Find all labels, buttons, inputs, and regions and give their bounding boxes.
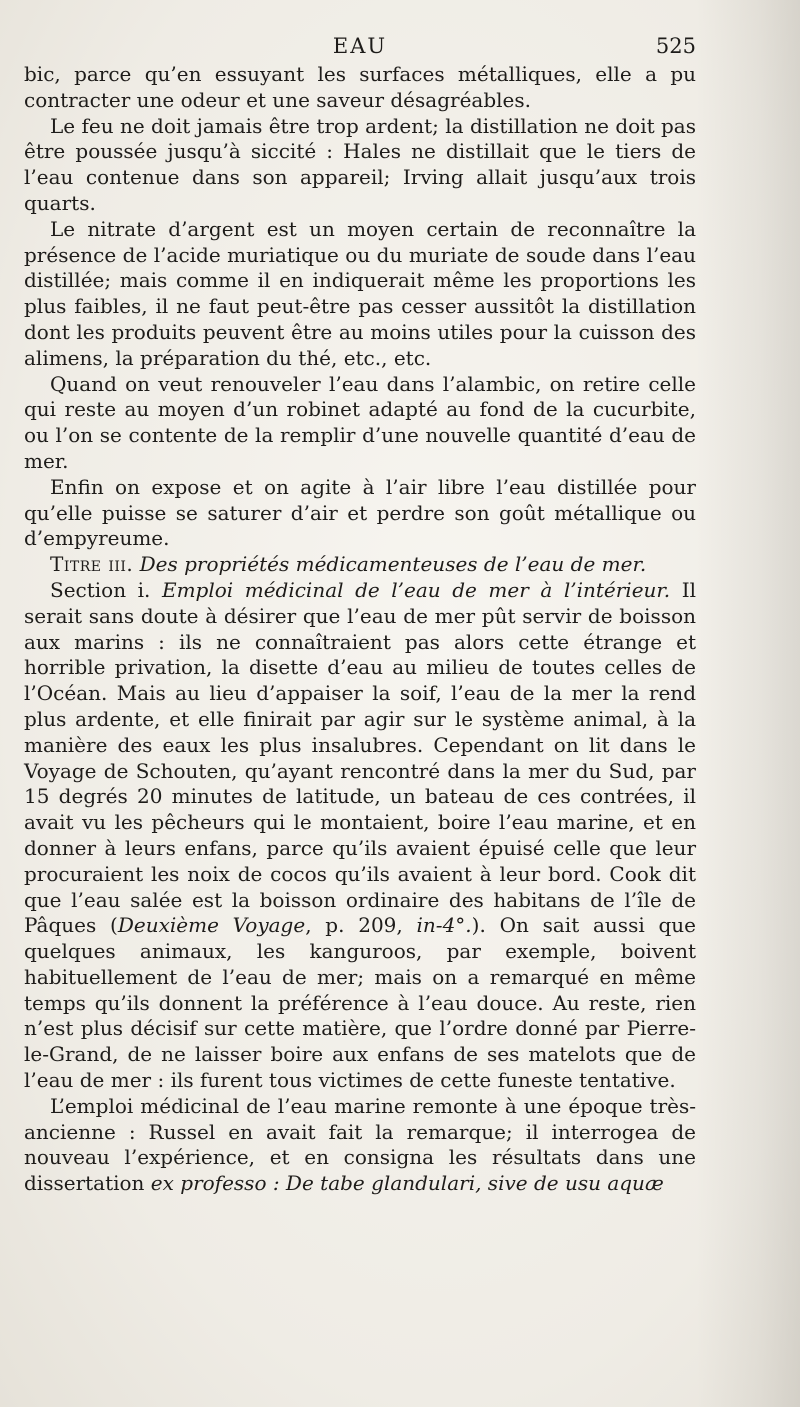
section-label: Section i.	[50, 577, 151, 602]
titre-label: Titre iii.	[50, 552, 134, 577]
reference-page: , p. 209,	[305, 913, 417, 938]
reference-title: Deuxième Voyage	[117, 913, 306, 938]
paragraph-medicinal-use	[24, 1094, 696, 1197]
page-header	[24, 34, 696, 64]
body-text	[24, 62, 696, 1197]
page-number: 525	[655, 34, 696, 58]
page-edge-shadow	[696, 0, 800, 1407]
dissertation-title: ex professo : De tabe glandulari, sive de usu aquæ	[150, 1171, 664, 1196]
paragraph-continuation: bic, parce qu’en essuyant les surfaces métalliques, elle a pu contracter une odeur et une saveur désagréables.	[24, 62, 696, 112]
section-text-b: ). On sait aussi que quelques animaux, les kanguroos, par exemple, boivent habituellement de l’eau de mer; mais on a remarqué en même temps qu’ils donnent la préférence à l’eau douce. Au reste, rien n’est plus décisif sur cette matière, que l’ordre donné par Pierre-le-Grand, de ne laisser boire aux enfans de ses matelots que de l’eau de mer : ils furent tous victimes de cette funeste tentative.	[24, 913, 697, 1093]
paragraph-renew-water: Quand on veut renouveler l’eau dans l’alambic, on retire celle qui reste au moyen d’un robinet adapté au fond de la cucurbite, ou l’on se contente de la remplir d’une nouvelle quantité d’eau de mer.	[24, 371, 696, 473]
titre-heading	[24, 552, 696, 578]
paragraph-silver-nitrate: Le nitrate d’argent est un moyen certain de reconnaître la présence de l’acide muriatique ou du muriate de soude dans l’eau distillée; mais comme il en indiquerait même les proportions les plus faibles, il ne faut peut-être pas cesser aussitôt la distillation dont les produits peuvent être au moins utiles pour la cuisson des alimens, la préparation du thé, etc., etc.	[24, 216, 696, 370]
running-head: EAU	[332, 34, 388, 58]
section-title: Emploi médicinal de l’eau de mer à l’intérieur.	[161, 577, 671, 602]
reference-format: in-4°.	[416, 913, 472, 938]
section-text-a: Il serait sans doute à désirer que l’eau de mer pût servir de boisson aux marins : ils ne connaîtraient pas alors cette étrange et horrible privation, la disette d’eau au milieu de toutes celles de l’Océan. Mais au lieu d’appaiser la soif, l’eau de la mer la rend plus ardente, et elle finirait par agir sur le système animal, à la manière des eaux les plus insalubres. Cependant on lit dans le Voyage de Schouten, qu’ayant rencontré dans la mer du Sud, par 15 degrés 20 minutes de latitude, un bateau de ces contrées, il avait vu les pêcheurs qui le montaient, boire l’eau marine, et en donner à leurs enfans, parce qu’ils avaient épuisé celle que leur procuraient les noix de cocos qu’ils avaient à leur bord. Cook dit que l’eau salée est la boisson ordinaire des habitans de l’île de Pâques (	[24, 577, 696, 938]
paragraph-distillation-heat: Le feu ne doit jamais être trop ardent; la distillation ne doit pas être poussée jusqu’à siccité : Hales ne distillait que le tiers de l’eau contenue dans son appareil; Irving allait jusqu’aux trois quarts.	[24, 113, 696, 215]
paragraph-aeration: Enfin on expose et on agite à l’air libre l’eau distillée pour qu’elle puisse se saturer d’air et perdre son goût métallique ou d’empyreume.	[24, 474, 696, 551]
medicinal-text: L’emploi médicinal de l’eau marine remonte à une époque très-ancienne : Russel en avait fait la remarque; il interrogea de nouveau l’expérience, et en consigna les résultats dans une dissertation	[24, 1093, 696, 1196]
paragraph-section-one	[24, 578, 696, 1094]
titre-text: Des propriétés médicamenteuses de l’eau de mer.	[139, 552, 647, 577]
